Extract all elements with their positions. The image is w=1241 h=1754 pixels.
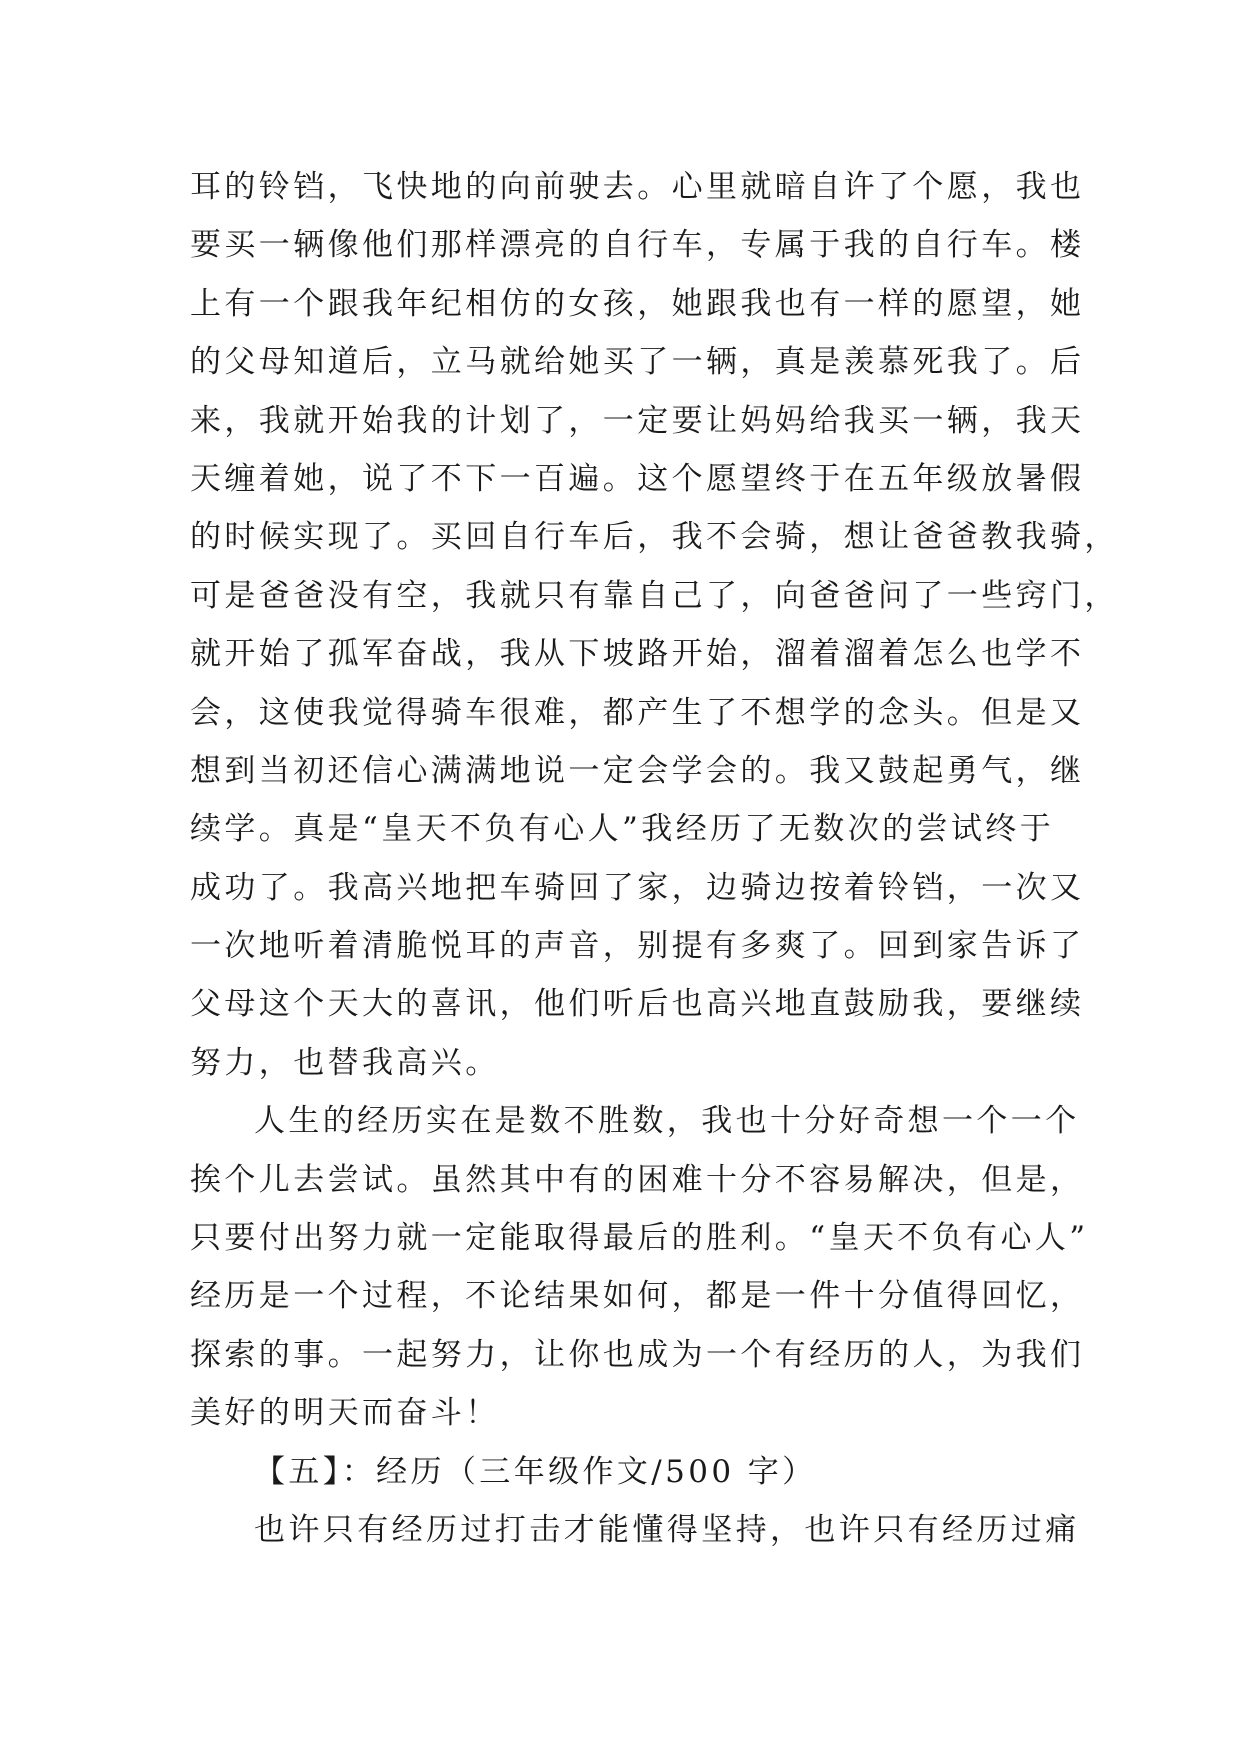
paragraph-1	[190, 158, 1119, 1092]
text-line: 来，我就开始我的计划了，一定要让妈妈给我买一辆，我天	[190, 402, 1085, 439]
text-line: 一次地听着清脆悦耳的声音，别提有多爽了。回到家告诉了	[190, 928, 1085, 965]
text-line: 只要付出努力就一定能取得最后的胜利。“皇天不负有心人”	[190, 1220, 1089, 1257]
text-line: 父母这个天大的喜讯，他们听后也高兴地直鼓励我，要继续	[190, 986, 1085, 1023]
text-line: 续学。真是“皇天不负有心人”我经历了无数次的尝试终于	[190, 811, 1055, 848]
paragraph-3	[190, 1501, 1080, 1559]
text-line: 挨个儿去尝试。虽然其中有的困难十分不容易解决，但是，	[190, 1161, 1085, 1198]
document-body	[190, 158, 1119, 1559]
text-line: 耳的铃铛，飞快地的向前驶去。心里就暗自许了个愿，我也	[190, 169, 1085, 205]
text-line: 成功了。我高兴地把车骑回了家，边骑边按着铃铛，一次又	[190, 869, 1085, 906]
text-line: 上有一个跟我年纪相仿的女孩，她跟我也有一样的愿望，她	[190, 285, 1085, 322]
text-line: 的时候实现了。买回自行车后，我不会骑，想让爸爸教我骑，	[190, 519, 1119, 556]
text-line: 经历是一个过程，不论结果如何，都是一件十分值得回忆，	[190, 1278, 1085, 1315]
text-line: 的父母知道后，立马就给她买了一辆，真是羡慕死我了。后	[190, 344, 1085, 381]
text-line: 探索的事。一起努力，让你也成为一个有经历的人，为我们	[190, 1336, 1085, 1373]
text-line: 美好的明天而奋斗！	[190, 1395, 500, 1432]
text-line: 可是爸爸没有空，我就只有靠自己了，向爸爸问了一些窍门，	[190, 577, 1119, 614]
text-line: 人生的经历实在是数不胜数，我也十分好奇想一个一个	[254, 1103, 1080, 1140]
section-heading: 【五】：经历（三年级作文/500 字）	[254, 1453, 817, 1490]
text-line: 就开始了孤军奋战，我从下坡路开始，溜着溜着怎么也学不	[190, 636, 1085, 673]
text-line: 会，这使我觉得骑车很难，都产生了不想学的念头。但是又	[190, 694, 1085, 731]
text-line: 想到当初还信心满满地说一定会学会的。我又鼓起勇气，继	[190, 752, 1085, 789]
paragraph-2	[190, 1092, 1089, 1442]
text-line: 努力，也替我高兴。	[190, 1044, 500, 1081]
text-line: 也许只有经历过打击才能懂得坚持，也许只有经历过痛	[254, 1511, 1080, 1548]
text-line: 要买一辆像他们那样漂亮的自行车，专属于我的自行车。楼	[190, 227, 1085, 264]
text-line: 天缠着她，说了不下一百遍。这个愿望终于在五年级放暑假	[190, 460, 1085, 497]
